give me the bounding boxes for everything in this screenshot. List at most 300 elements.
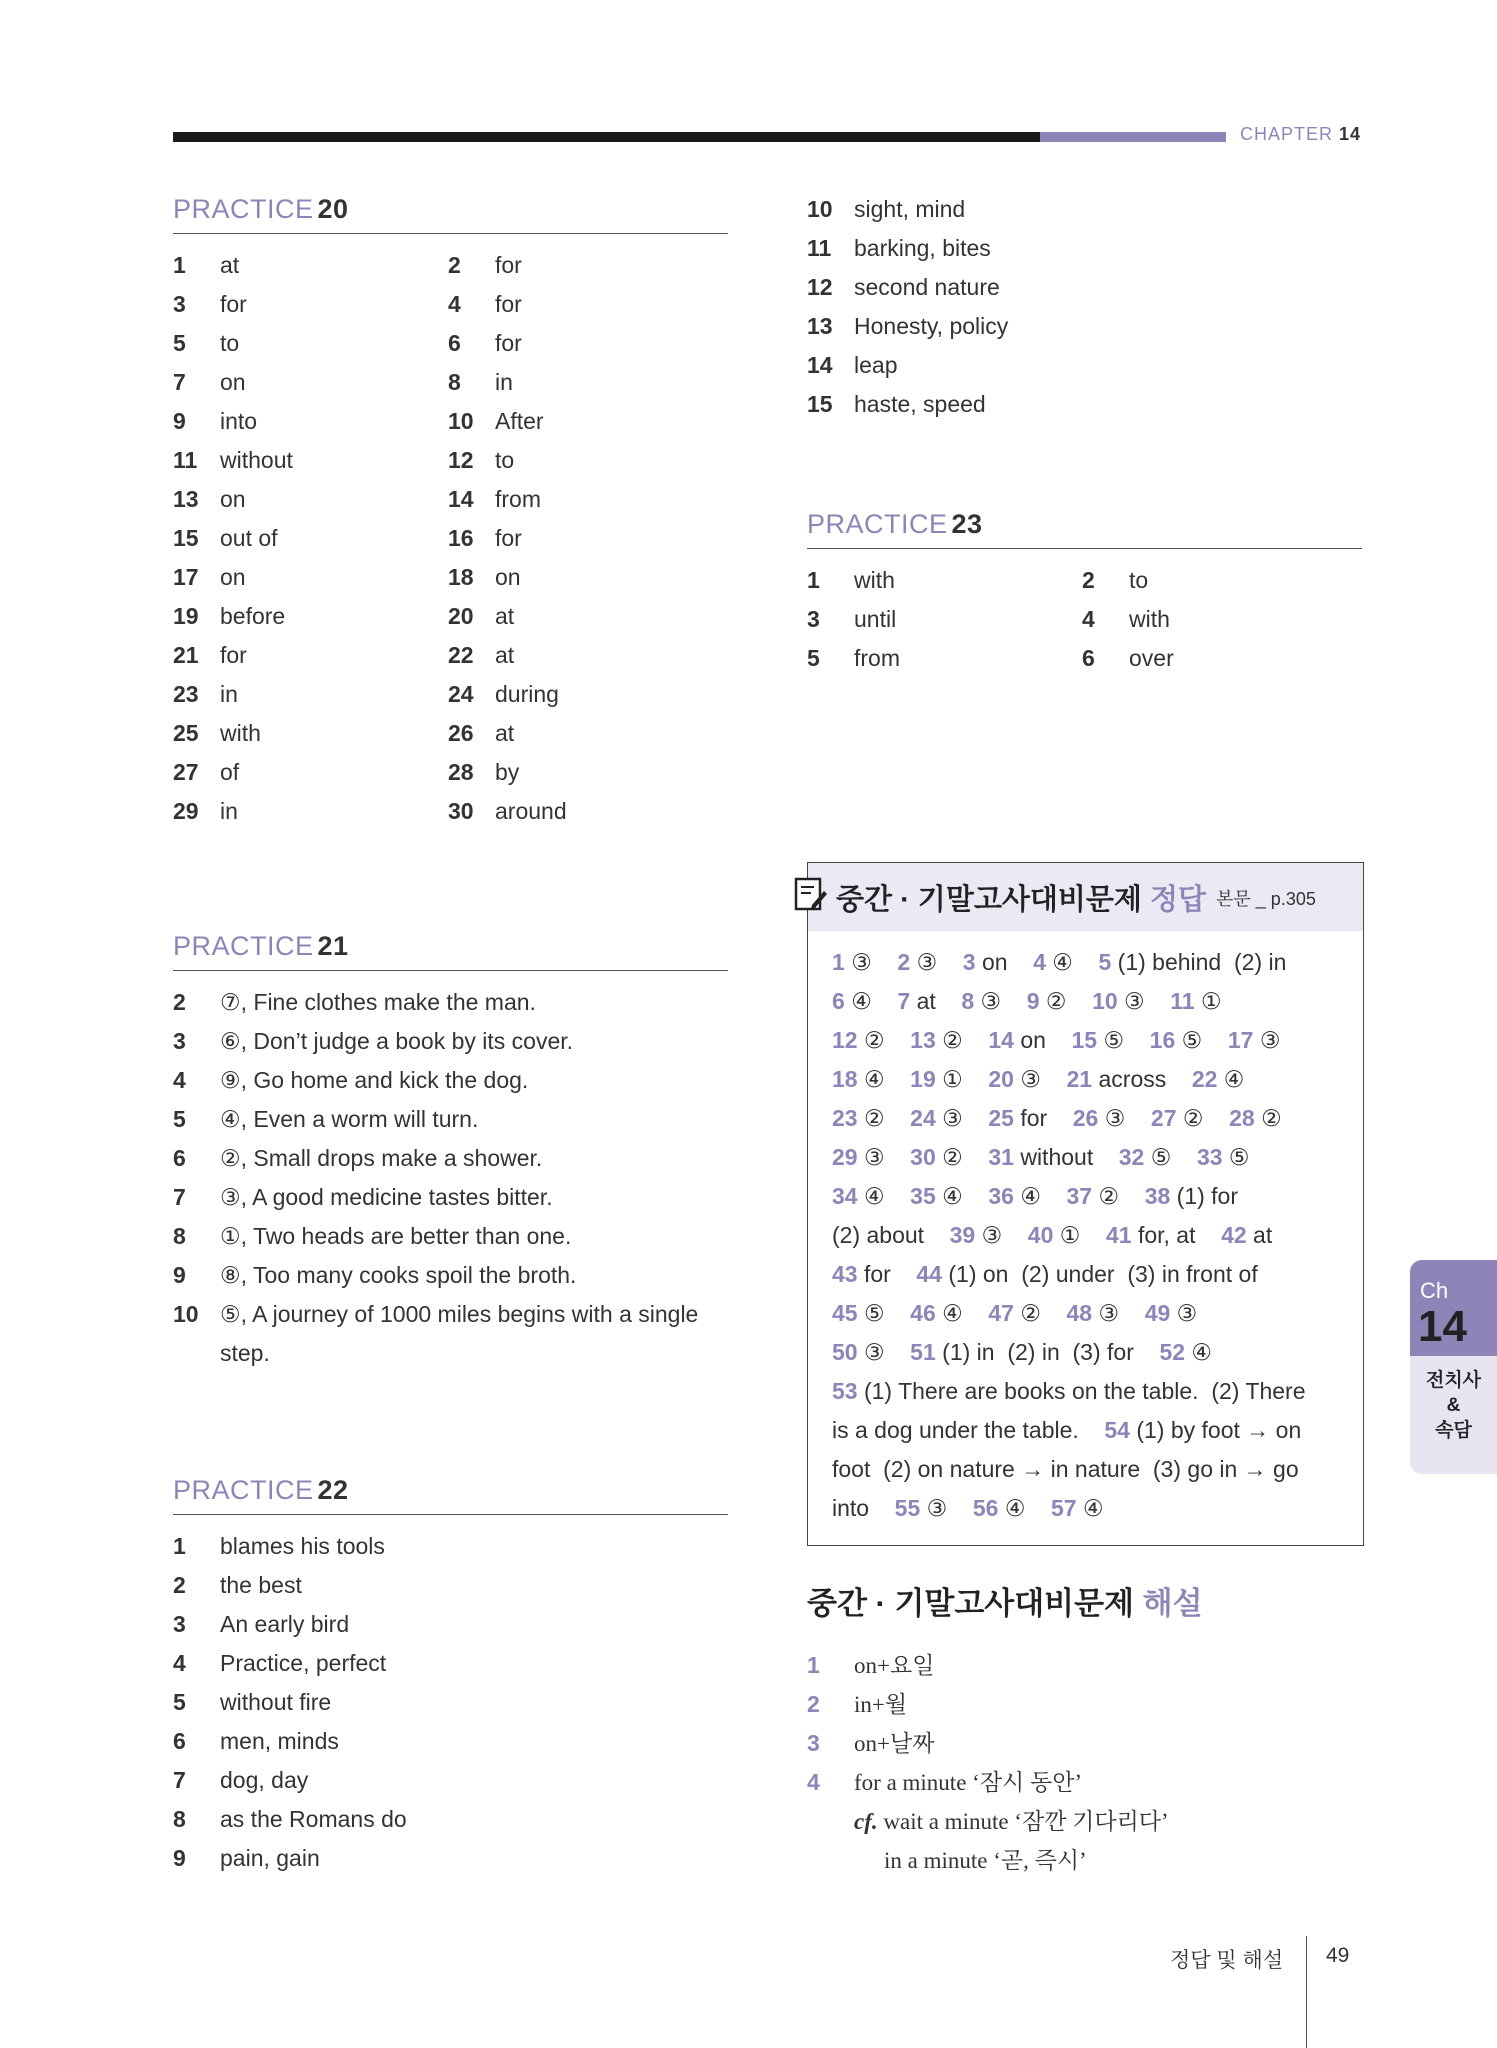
item-number: 2: [173, 1572, 186, 1598]
answer-value: (1) behind (2) in: [1117, 949, 1287, 975]
answer-number: 50: [832, 1339, 858, 1365]
list-item: [173, 1605, 407, 1644]
item-answer: for: [495, 291, 522, 317]
footer-divider: [1306, 1936, 1307, 2048]
list-item: [807, 561, 1082, 600]
list-item: [173, 519, 448, 558]
list-item: [448, 285, 723, 324]
item-number: 15: [173, 525, 199, 551]
answer-number: 22: [1191, 1066, 1218, 1092]
answer-value: ②: [863, 1105, 885, 1131]
item-number: 9: [173, 1262, 186, 1288]
item-number: 4: [1082, 606, 1095, 632]
list-item: [448, 246, 723, 285]
answer-value: ⑤: [1228, 1144, 1250, 1170]
list-item: [448, 480, 723, 519]
item-answer: second nature: [854, 274, 1000, 300]
item-answer: without fire: [220, 1689, 332, 1715]
item-answer: before: [220, 603, 286, 629]
item-answer: as the Romans do: [220, 1806, 407, 1832]
list-item: [173, 1256, 698, 1295]
pencil-note-icon: [794, 875, 828, 915]
item-number: 1: [807, 567, 820, 593]
footer-label: 정답 및 해설: [1170, 1949, 1284, 1972]
item-number: 2: [448, 252, 461, 278]
item-number: 14: [807, 352, 833, 378]
list-item: [173, 675, 448, 714]
item-number: 22: [448, 642, 474, 668]
list-item: [448, 636, 723, 675]
practice-22-title: PRACTICE 22: [173, 1475, 349, 1505]
item-answer: at: [495, 642, 515, 668]
item-number: 27: [173, 759, 199, 785]
item-answer: dog, day: [220, 1767, 309, 1793]
item-answer: until: [854, 606, 897, 632]
item-answer: the best: [220, 1572, 302, 1598]
answer-number: 6: [832, 988, 845, 1014]
item-answer: step.: [220, 1340, 270, 1366]
item-number: 14: [448, 486, 474, 512]
explanation-number: 2: [807, 1691, 820, 1717]
header-bar-dark: [173, 132, 1040, 142]
list-item: [173, 1022, 698, 1061]
explanation-item: [807, 1724, 1169, 1763]
answer-number: 44: [916, 1261, 942, 1287]
list-item: [173, 1566, 407, 1605]
answer-number: 18: [832, 1066, 858, 1092]
list-item: [1082, 639, 1357, 678]
answer-number: 3: [962, 949, 976, 975]
practice-20-rule: [173, 233, 728, 234]
answer-value: ①: [1059, 1222, 1081, 1248]
list-item: [173, 1722, 407, 1761]
answer-line: [832, 1333, 1352, 1372]
item-answer: during: [495, 681, 559, 707]
item-answer: ⑨, Go home and kick the dog.: [220, 1067, 529, 1093]
list-item: [807, 346, 1008, 385]
answer-line: [832, 1060, 1352, 1099]
answer-value: ⑤: [1150, 1144, 1172, 1170]
list-item: [173, 1527, 407, 1566]
item-answer: to: [220, 330, 240, 356]
item-answer: of: [220, 759, 240, 785]
item-answer: on: [220, 369, 246, 395]
list-item: [173, 1839, 407, 1878]
item-number: 15: [807, 391, 833, 417]
answer-number: 57: [1051, 1495, 1077, 1521]
answer-number: 43: [832, 1261, 858, 1287]
list-item: [807, 190, 1008, 229]
answer-value: (1) on (2) under (3) in front of: [948, 1261, 1258, 1287]
item-number: 12: [448, 447, 474, 473]
answer-line: [832, 1294, 1352, 1333]
list-item: [807, 600, 1082, 639]
answer-value: on: [1020, 1027, 1046, 1053]
header-bar-accent: [1040, 132, 1226, 142]
answer-value: ④: [863, 1183, 885, 1209]
answer-number: 29: [832, 1144, 858, 1170]
item-number: 5: [173, 1106, 186, 1132]
item-answer: Honesty, policy: [854, 313, 1009, 339]
answer-line: [832, 1021, 1352, 1060]
answer-value: on: [981, 949, 1008, 975]
item-number: 2: [173, 989, 186, 1015]
answer-value: (2) about: [832, 1222, 925, 1248]
item-answer: ⑧, Too many cooks spoil the broth.: [220, 1262, 577, 1288]
item-number: 25: [173, 720, 199, 746]
list-item: [173, 792, 448, 831]
answer-number: 48: [1066, 1300, 1093, 1326]
item-number: 13: [807, 313, 833, 339]
answer-value: without: [1020, 1144, 1094, 1170]
list-item: [173, 597, 448, 636]
list-item: [173, 285, 448, 324]
answer-value: ①: [942, 1066, 963, 1092]
list-item: [1082, 600, 1357, 639]
item-number: 30: [448, 798, 474, 824]
explanation-item: [807, 1646, 1169, 1685]
list-item: [448, 792, 723, 831]
item-number: 29: [173, 798, 199, 824]
item-number: 4: [448, 291, 461, 317]
answer-value: ②: [1182, 1105, 1204, 1131]
cf-line-1: cf. wait a minute ‘잠깐 기다리다’: [854, 1809, 1169, 1834]
answer-value: ①: [1200, 988, 1222, 1014]
answer-value: (1) in (2) in (3) for: [942, 1339, 1134, 1365]
item-answer: Practice, perfect: [220, 1650, 387, 1676]
item-answer: with: [854, 567, 895, 593]
list-item: [448, 324, 723, 363]
item-answer: by: [495, 759, 520, 785]
explanation-text: in+월: [854, 1692, 908, 1717]
explanation-number: 4: [807, 1769, 820, 1795]
item-answer: ⑥, Don’t judge a book by its cover.: [220, 1028, 574, 1054]
list-item: [173, 1644, 407, 1683]
item-answer: blames his tools: [220, 1533, 385, 1559]
explanation-title: 중간 · 기말고사대비문제 해설: [807, 1586, 1203, 1621]
item-number: 13: [173, 486, 199, 512]
exam-answer-title: 중간 · 기말고사대비문제 정답 본문 _ p.305: [836, 884, 1316, 916]
practice-21-title: PRACTICE 21: [173, 931, 349, 961]
explanation-number: 1: [807, 1652, 820, 1678]
practice-21-rule: [173, 970, 728, 971]
answer-value: for: [1020, 1105, 1048, 1131]
answer-value: ③: [926, 1495, 948, 1521]
answer-line: [832, 1138, 1352, 1177]
item-answer: men, minds: [220, 1728, 339, 1754]
list-item: [173, 1100, 698, 1139]
answer-number: 14: [988, 1027, 1014, 1053]
item-number: 8: [173, 1223, 186, 1249]
item-number: 4: [173, 1067, 186, 1093]
item-answer: in: [220, 798, 238, 824]
item-answer: around: [495, 798, 567, 824]
answer-number: 49: [1144, 1300, 1171, 1326]
answer-number: 5: [1098, 949, 1112, 975]
item-number: 16: [448, 525, 474, 551]
page-reference: 본문 _ p.305: [1216, 889, 1316, 909]
list-item: [173, 441, 448, 480]
item-answer: barking, bites: [854, 235, 991, 261]
answer-value: across: [1098, 1066, 1167, 1092]
practice-23-rule: [807, 548, 1362, 549]
item-number: 3: [173, 291, 186, 317]
item-answer: on: [220, 564, 246, 590]
answer-line: [832, 1411, 1352, 1450]
answer-value: ③: [1176, 1300, 1198, 1326]
answer-value: ④: [1082, 1495, 1104, 1521]
item-answer: ⑤, A journey of 1000 miles begins with a single: [220, 1301, 699, 1327]
item-number: 8: [448, 369, 461, 395]
list-item: [807, 385, 1008, 424]
item-number: 6: [173, 1145, 186, 1171]
list-item: [173, 558, 448, 597]
answer-value: ③: [863, 1339, 885, 1365]
answer-number: 56: [972, 1495, 999, 1521]
answer-number: 39: [949, 1222, 976, 1248]
list-item: [173, 1139, 698, 1178]
item-answer: on: [495, 564, 521, 590]
practice-20-title: PRACTICE 20: [173, 194, 349, 224]
list-item: [173, 480, 448, 519]
answer-number: 28: [1229, 1105, 1255, 1131]
answer-number: 53: [832, 1378, 858, 1404]
item-number: 9: [173, 1845, 186, 1871]
answer-number: 12: [832, 1027, 858, 1053]
list-item: [173, 246, 448, 285]
item-answer: ③, A good medicine tastes bitter.: [220, 1184, 553, 1210]
item-answer: for: [495, 525, 522, 551]
list-item: [448, 363, 723, 402]
item-number: 19: [173, 603, 199, 629]
list-item: [173, 1761, 407, 1800]
answer-number: 7: [897, 988, 911, 1014]
list-item: [173, 1800, 407, 1839]
answer-number: 24: [910, 1105, 936, 1131]
explanation-item: [807, 1763, 1169, 1802]
item-number: 2: [1082, 567, 1095, 593]
answer-number: 8: [961, 988, 975, 1014]
answer-line: [832, 943, 1352, 982]
answer-value: ③: [1124, 988, 1145, 1014]
item-number: 6: [448, 330, 461, 356]
item-answer: leap: [854, 352, 898, 378]
answer-value: ②: [1045, 988, 1067, 1014]
answer-value: ②: [942, 1027, 963, 1053]
answer-value: at: [916, 988, 936, 1014]
list-item: [448, 519, 723, 558]
item-number: 4: [173, 1650, 186, 1676]
answer-number: 51: [910, 1339, 936, 1365]
item-number: 3: [173, 1611, 186, 1637]
item-number: 11: [807, 235, 832, 261]
answer-number: 45: [832, 1300, 858, 1326]
answer-value: ③: [980, 988, 1002, 1014]
list-item: [807, 639, 1082, 678]
practice-22-answers-right: [807, 190, 1008, 424]
item-answer: for: [220, 291, 247, 317]
answer-value: ④: [1052, 949, 1073, 975]
answer-line: [832, 1099, 1352, 1138]
answer-number: 20: [988, 1066, 1014, 1092]
item-number: 7: [173, 1184, 186, 1210]
item-answer: sight, mind: [854, 196, 966, 222]
practice-22-answers-left: [173, 1527, 407, 1878]
item-number: 3: [173, 1028, 186, 1054]
answer-value: ④: [851, 988, 872, 1014]
answer-number: 54: [1104, 1417, 1130, 1443]
answer-value: ⑤: [1103, 1027, 1125, 1053]
answer-value: ③: [851, 949, 872, 975]
answer-number: 15: [1071, 1027, 1098, 1053]
answer-line: [832, 982, 1352, 1021]
list-item: [448, 558, 723, 597]
item-number: 11: [173, 447, 198, 473]
answer-number: 52: [1159, 1339, 1186, 1365]
item-number: 21: [173, 642, 199, 668]
list-item: [173, 1061, 698, 1100]
answer-number: 4: [1033, 949, 1046, 975]
item-number: 10: [807, 196, 833, 222]
list-item: [173, 714, 448, 753]
item-answer: ④, Even a worm will turn.: [220, 1106, 479, 1132]
item-answer: ⑦, Fine clothes make the man.: [220, 989, 536, 1015]
item-number: 5: [173, 1689, 186, 1715]
answer-number: 11: [1170, 988, 1195, 1014]
list-item-continuation: [173, 1334, 698, 1373]
answer-number: 42: [1221, 1222, 1247, 1248]
side-tab-number: 14: [1418, 1302, 1467, 1351]
answer-value: ③: [1104, 1105, 1126, 1131]
item-number: 5: [807, 645, 820, 671]
answer-line: [832, 1489, 1352, 1528]
chapter-side-tab: [1410, 1260, 1497, 1474]
item-number: 28: [448, 759, 474, 785]
answer-number: 36: [988, 1183, 1014, 1209]
item-answer: in: [495, 369, 513, 395]
answer-value: (1) by foot → on: [1136, 1417, 1302, 1443]
answer-value: ⑤: [1181, 1027, 1203, 1053]
answer-number: 19: [910, 1066, 936, 1092]
explanation-item: [807, 1685, 1169, 1724]
answer-number: 38: [1144, 1183, 1171, 1209]
answer-number: 30: [910, 1144, 936, 1170]
page-number: 49: [1326, 1944, 1350, 1967]
side-tab-topic: 전치사 & 속담: [1425, 1370, 1482, 1441]
item-answer: with: [1129, 606, 1170, 632]
item-answer: with: [220, 720, 261, 746]
answer-number: 25: [988, 1105, 1014, 1131]
answer-number: 34: [832, 1183, 858, 1209]
answer-line: [832, 1177, 1352, 1216]
answer-value: ③: [942, 1105, 963, 1131]
answer-value: ③: [916, 949, 938, 975]
answer-number: 13: [910, 1027, 936, 1053]
answer-number: 47: [988, 1300, 1014, 1326]
answer-value: is a dog under the table.: [832, 1417, 1079, 1443]
practice-23-title: PRACTICE 23: [807, 509, 983, 539]
answer-number: 35: [910, 1183, 936, 1209]
answer-value: (1) for: [1176, 1183, 1239, 1209]
item-answer: from: [495, 486, 541, 512]
item-answer: out of: [220, 525, 278, 551]
answer-number: 1: [832, 949, 845, 975]
explanation-text: on+날짜: [854, 1731, 935, 1756]
item-answer: ②, Small drops make a shower.: [220, 1145, 543, 1171]
answer-number: 9: [1026, 988, 1040, 1014]
answer-value: ④: [1004, 1495, 1026, 1521]
item-number: 24: [448, 681, 474, 707]
list-item: [173, 363, 448, 402]
answer-line: [832, 1372, 1352, 1411]
cf-line-2: in a minute ‘곧, 즉시’: [884, 1848, 1087, 1873]
answer-value: ③: [1098, 1300, 1120, 1326]
list-item: [173, 402, 448, 441]
item-answer: without: [220, 447, 293, 473]
side-tab-ch: Ch: [1420, 1278, 1449, 1303]
answer-number: 27: [1150, 1105, 1177, 1131]
answer-number: 2: [897, 949, 911, 975]
item-answer: for: [495, 252, 522, 278]
item-number: 17: [173, 564, 199, 590]
list-item: [448, 714, 723, 753]
answer-line: [832, 1255, 1352, 1294]
answer-value: ④: [1191, 1339, 1213, 1365]
answer-number: 37: [1066, 1183, 1093, 1209]
item-answer: at: [495, 720, 515, 746]
item-number: 26: [448, 720, 474, 746]
answer-value: (1) There are books on the table. (2) There: [863, 1378, 1306, 1404]
answer-line: [832, 1450, 1352, 1489]
list-item: [173, 324, 448, 363]
answer-value: ④: [1020, 1183, 1041, 1209]
item-answer: pain, gain: [220, 1845, 320, 1871]
list-item: [1082, 561, 1357, 600]
item-answer: ①, Two heads are better than one.: [220, 1223, 572, 1249]
exam-answer-box: [807, 862, 1364, 1546]
item-answer: at: [220, 252, 240, 278]
list-item: [807, 229, 1008, 268]
list-item: [448, 675, 723, 714]
answer-number: 23: [832, 1105, 858, 1131]
answer-value: ②: [863, 1027, 885, 1053]
answer-value: ②: [1098, 1183, 1120, 1209]
answer-number: 17: [1227, 1027, 1254, 1053]
item-number: 20: [448, 603, 474, 629]
answer-number: 46: [910, 1300, 936, 1326]
item-number: 7: [173, 369, 186, 395]
item-answer: After: [495, 408, 544, 434]
answer-value: ②: [942, 1144, 963, 1170]
list-item: [448, 597, 723, 636]
item-answer: at: [495, 603, 515, 629]
answer-value: at: [1253, 1222, 1273, 1248]
item-answer: on: [220, 486, 246, 512]
explanation-list: [807, 1646, 1169, 1880]
answer-value: for: [863, 1261, 891, 1287]
answer-value: ④: [863, 1066, 885, 1092]
explanation-number: 3: [807, 1730, 820, 1756]
answer-number: 31: [988, 1144, 1014, 1170]
item-number: 23: [173, 681, 199, 707]
answer-line: [832, 1216, 1352, 1255]
list-item: [173, 1217, 698, 1256]
item-answer: for: [495, 330, 522, 356]
answer-number: 10: [1092, 988, 1118, 1014]
item-answer: haste, speed: [854, 391, 986, 417]
list-item: [173, 636, 448, 675]
explanation-text: for a minute ‘잠시 동안’: [854, 1770, 1083, 1795]
